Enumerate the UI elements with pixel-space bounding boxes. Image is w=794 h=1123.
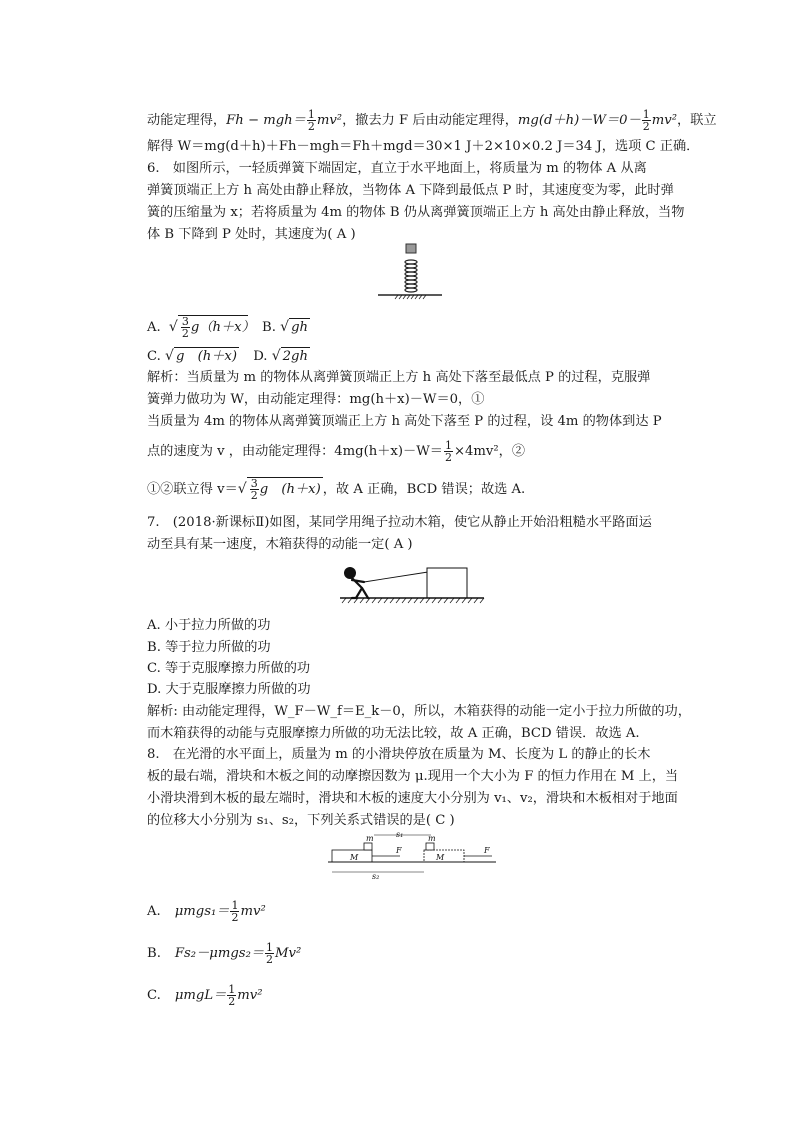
radicand-text: g（h＋x） [190,320,255,335]
q6-line-2: 弹簧顶端正上方 h 高处由静止释放，当物体 A 下降到最低点 P 时，其速度变为零，此时弹 [147,183,674,198]
numerator: 1 [642,108,650,121]
fraction [250,478,259,501]
option-a-radical [168,315,255,340]
denominator: 2 [228,995,236,1008]
board-block-figure [326,830,498,880]
numerator: 1 [266,941,274,954]
q7-option-b: B. 等于拉力所做的功 [147,640,271,655]
numerator: 1 [228,983,236,996]
option-d-label: D. [253,349,268,364]
option-c-radical [165,349,239,364]
q7-option-a: A. 小于拉力所做的功 [147,618,271,633]
q6-options-ab [147,315,310,339]
denominator: 2 [231,911,239,924]
denominator: 2 [444,451,452,464]
text: ①②联立得 v＝ [147,482,238,497]
denominator: 2 [266,953,274,966]
radicand [247,477,323,501]
force-label-1: F [396,846,402,855]
radical [237,477,323,502]
block-a [406,244,416,253]
q8-line-2: 板的最右端，滑块和木板之间的动摩擦因数为 μ.现用一个大小为 F 的恒力作用在 M 上，当 [147,769,679,784]
text: ，联立 [677,113,717,128]
equation: Mv² [275,946,302,961]
block-m-start [364,843,372,850]
spring-figure [376,242,444,302]
fraction [265,942,274,965]
equation: mv² [240,904,266,919]
q8-option-a [147,900,266,923]
fraction [307,109,316,132]
q6-line-4: 体 B 下降到 P 处时，其速度为( A ) [147,227,356,242]
option-c-label: C. [147,988,161,1003]
q6-analysis-5 [147,477,525,501]
q7-option-c: C. 等于克服摩擦力所做的功 [147,661,311,676]
rope [364,572,428,582]
radical-sign: √ [165,348,174,364]
q6-analysis-1: 解析：当质量为 m 的物体从离弹簧顶端正上方 h 高处下落至最低点 P 的过程，克服弹 [147,370,651,385]
text: ×4mv²，② [453,444,526,459]
q7-analysis-2: 而木箱获得的动能与克服摩擦力所做的功无法比较，故 A 正确，BCD 错误．故选 A. [147,726,640,741]
equation: mg(d＋h)－W＝0－ [517,113,641,128]
numerator: 1 [231,899,239,912]
equation: mv² [237,988,263,1003]
text: ，撤去力 F 后由动能定理得， [342,113,518,128]
numerator: 1 [307,108,315,121]
equation: Fh − mgh＝ [226,113,306,128]
pulling-box-figure [338,562,486,606]
q6-line-3: 簧的压缩量为 x；若将质量为 4m 的物体 B 仍从离弹簧顶端正上方 h 高处由静止释放，当物 [147,205,685,220]
option-a-label: A. [147,320,161,335]
q6-analysis-3: 当质量为 4m 的物体从离弹簧顶端正上方 h 高处下落至 P 的过程，设 4m 的物体到达 P [147,414,662,429]
denominator: 2 [307,120,315,133]
q6-analysis-2: 簧弹力做功为 W，由动能定理得：mg(h＋x)－W＝0，① [147,392,485,407]
q8-option-c [147,984,263,1007]
radical-sign: √ [280,319,290,335]
block-m-label-1: m [366,834,374,843]
q8-line-1: 8. 在光滑的水平面上，质量为 m 的小滑块停放在质量为 M、长度为 L 的静止的长木 [147,747,651,762]
radicand: gh [291,320,308,335]
q6-line-1: 6. 如图所示，一轻质弹簧下端固定，直立于水平地面上，将质量为 m 的物体 A 从离 [147,161,647,176]
radical-sign: √ [237,481,247,497]
equation: μmgs₁＝ [174,904,230,919]
fraction [444,440,453,463]
equation: μmgL＝ [174,988,227,1003]
q7-analysis-1: 解析: 由动能定理得，W_F－W_f＝E_k－0，所以，木箱获得的动能一定小于拉力所做的功， [147,704,691,719]
radicand [178,315,255,340]
text: ，故 A 正确，BCD 错误；故选 A. [322,482,526,497]
option-d-radical [272,349,310,364]
block-m-label-2: m [428,834,436,843]
ground-hatch [342,598,484,603]
force-label-2: F [484,846,490,855]
q8-line-4: 的位移大小分别为 s₁、s₂，下列关系式错误的是( C ) [147,813,455,828]
fraction [230,900,239,923]
fraction [181,316,190,339]
option-b-label: B. [147,946,161,961]
q6-options-cd [147,347,310,366]
s2-label: s₂ [372,872,380,880]
prev-line-2: 解得 W＝mg(d＋h)＋Fh－mgh＝Fh＋mgd＝30×1 J＋2×10×0.2 J＝34 J，选项 C 正确． [147,139,700,154]
board-M-label-1: M [350,853,359,862]
radical-sign: √ [271,348,281,364]
text: 点的速度为 v ，由动能定理得：4mg(h＋x)－W＝ [147,444,443,459]
numerator: 1 [444,439,452,452]
s1-label: s₁ [396,830,404,839]
person-head [344,567,356,579]
q7-line-1: 7. (2018·新课标Ⅱ)如图，某同学用绳子拉动木箱，使它从静止开始沿粗糙水平路面运 [147,515,652,530]
radicand: g (h＋x) [175,349,237,364]
text: 动能定理得， [147,113,227,128]
q8-line-3: 小滑块滑到木板的最左端时，滑块和木板的速度大小分别为 v₁、v₂，滑块和木板相对于地面 [147,791,678,806]
denominator: 2 [181,327,189,340]
numerator: 3 [250,477,258,490]
option-a-label: A. [147,904,161,919]
equation: Fs₂－μmgs₂＝ [174,946,265,961]
q6-analysis-4 [147,440,525,463]
equation: mv² [651,113,678,128]
prev-line-1 [147,109,717,132]
fraction [227,984,236,1007]
block-m-end [426,843,434,850]
q8-option-b [147,942,301,965]
denominator: 2 [642,120,650,133]
wooden-box [427,568,467,598]
option-c-label: C. [147,349,161,364]
q7-line-2: 动至具有某一速度，木箱获得的动能一定( A ) [147,537,413,552]
radicand: 2gh [282,349,308,364]
radical-sign: √ [168,319,178,335]
fraction [642,109,651,132]
option-b-radical [280,320,310,335]
q7-option-d: D. 大于克服摩擦力所做的功 [147,682,311,697]
equation: mv² [316,113,343,128]
board-M-label-2: M [436,853,445,862]
person-body [352,578,368,598]
radicand-text: g (h＋x) [259,482,321,497]
denominator: 2 [250,489,258,502]
numerator: 3 [181,315,189,328]
spring-coil [405,260,417,292]
option-b-label: B. [262,320,276,335]
